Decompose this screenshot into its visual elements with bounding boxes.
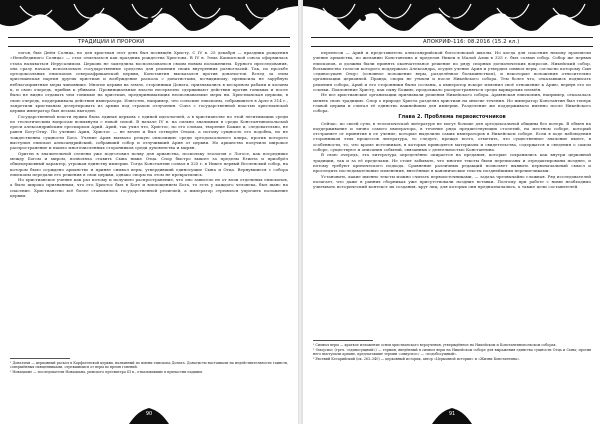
paragraph: Сейчас, по своей сути, в теологической литературе не могут больше для ортодоксальной общины без потерь. В обмен на поддерживание и лично самого императора, в течение ряда предшествующих столетий, на местном соборе, который отстраняет от принятия в ее учение, которые выделили самих императоров в Никейском соборе. Если в ходе наблюдения сторонников этих процессов литература, то следует, прежде всего, отметить, что существенное значение имеет, в особенности, то, что кроме источников, в которых приводятся материалы и свидетельства, содержатся и сведения о самом соборе, существуют и описания событий, связанных с деятельностью Константина. [313, 120, 591, 153]
paragraph: логов, был Днём Солнца, но для христиан этот день был посвящён Христу. С IV в. 25 декабря — праздник рождения «Непобедимого Солнца» — стал отмечаться как праздник рождества Христова. В IV в. Ээма Каппатской союза оформилась стала называться Иерусалимом. Церковь не замедлила воспользоваться своим новым положением. Бурного преследования, она сразу начала использовать государственные средства для решения своих внутренних разногласий. Так, по просьбе ортодоксальных епископов североафриканской церкви, Константин высказался против донатистов. Вслед за этим христианская партия других христиан и возбуждение раскола с донатистами, по-видимому, превысила не зарубную неблагоприятные меры чиновнике. Многие церкви на земле, сторонники Доната, признавались в кесаревом рабами и коланм к, и свою очередь, прибыв к убиваем. Провинциальные власти несерьезно сдерживают действия против гонимых и после было не видно отдавать чем гонимые на христиан, предпринимающих неопознаваемые меры ни. Христианская церковь, в свою очередь, поддерживала действия императора. Известно, например, что сольские епископы, собравшиеся в Арле в 314 г., запретили христианам дезертировать из армии под страхом отлучения. Союз с государственной властью христианской церкви император был весьма выгоден. [10, 50, 288, 114]
ornament-header-right [303, 0, 600, 36]
paragraph: Но христианское учение как раз потому и получило распространение, что оно зависело не от воли отдельных епископов, а было широко признанным, что его Христос был в Боге и воплощением Бога, то есть у каждого человека, был шанс на спасение. Христианство всё более становилось государственной религией, а император стремился упрочить положение церкви. [10, 177, 288, 199]
page-number: 90 [145, 411, 153, 417]
right-page [302, 0, 600, 424]
footnote: ² Новациане — последователи Новациана, римского пресвитера III в., отказывавшие в причастии падшим. [10, 370, 203, 375]
body-text [10, 50, 288, 198]
ornament-graphic [303, 0, 600, 36]
left-page [0, 0, 299, 424]
paragraph: Установить, какие именно тексты можно считать первоисточниками, — задача чрезвычайно сложная. Ряд исследователей полагает, что даже в ранних сборниках уже присутствовали поздние вставки. Поэтому при работе с ними необходимо учитывать исторический контекст их создания, круг лиц, для которых они предназначались, а также цели составителей. [313, 173, 591, 190]
footnote: ¹ Символ веры — краткое изложение основ христианского вероучения, утверждённое на Никейском и Константинопольском соборах. [313, 343, 557, 347]
chapter-heading: Глава 2. Проблема первоисточников [398, 113, 506, 120]
page-number: 91 [448, 411, 456, 417]
paragraph: В свою очередь, эта литература определённо опирается на предания, которые сохранились как внутри церковной традиции, так и за её пределами. Не стоит забывать, что многие тексты были переписаны и отредактированы позднее, и потому требуют критического подхода. Сравнение различных редакций позволяет выявить первоначальный смысл и проследить последовательные изменения, внесённые в канонические тексты позднейшими переписчиками. [313, 152, 591, 174]
running-head-band [8, 37, 290, 47]
ornament-graphic [0, 0, 298, 36]
paragraph: перенесов — Арий и представитель александрийской богословской школы. Но когда для спасения некому произвели учение арианства, по желанию Константина и пределов Никеи в Малой Азии в 325 г. был созван собор. Собор же первых епископов, и должны были принять окончательное решение по ряду спорных догматических вопросов. Никейский собор, большинство голосов которого поддержало Александра, осудил учение Ария и утвердил символ веры, согласно которому Сын «единосущен Отцу» (основное положение веры, разделённое большинством), и некоторые положения относительно организации церковной. Правда, споры не утихли и после Никейского собора. Тем более что, отказавшись подписать решения собора, Арий и его сторонники были сосланы, а император вскоре изменил своё отношение к Арию, вернув его из ссылки. Поклонение Христу, как сыну Божию, продолжало распространяться среди варварских племён. [313, 50, 591, 93]
running-head-band [311, 37, 593, 47]
body-text [313, 50, 591, 189]
paragraph: Государственной власти нужна была единая церковь с единой идеологией, а в христианстве по этой легитимации среди по теологическим вопросам вспыхнули с новой силой. В начале IV в. на сильно значимым в среди Константинопольской ереси александрийским ересиархом Арий. Арий, так учил что, Христос, по его словам, творение Божие и, следовательно, не равен Богу-Отцу. По учению Ария, Христос — не вечен и был сотворён Отцом, а потому сущность его подобна, но не тождественна сущности Бога. Учение Ария вызвало резкую оппозицию среди ортодоксального клира, против которого выступил епископ александрийский, собравший собор и отлучивший Ария от церкви. Но арианство получило широкое распространение и нашло многочисленных сторонников среди духовенства и мирян. [10, 113, 288, 151]
footnote-rule [10, 358, 70, 359]
paragraph: Ориген в значительной степени уже подготовил почву для арианства, поскольку теология о Логосе, как посреднике между Богом и миром, позволяла ставить Сына ниже Отца. Спор быстро вышел за пределы Египта и приобрёл общецерковный характер, угрожая единству империи. Тогда Константин созвал в 325 г. в Никее первый Вселенский собор, на котором было осуждено арианство и принят символ веры, утвердивший единосущие Сына и Отца. Вернувшиеся с собора епископы передали его решения в свои церкви, однако споры на этом не прекратились. [10, 150, 288, 177]
paragraph: Не все христианские организации признавали решения Никейского собора. Армянская епископия, например, отказалась менять свою традицию. Спор о природе Христа разделял христиан на многие течения. Но император Константин был теперь главой церкви и считал её единство важнейшим для империи. Разделение же поддерживало именно после Никейского собора. [313, 92, 591, 114]
running-head: ТРАДИЦИИ И ПРОРОКИ [78, 39, 145, 45]
footnotes [313, 343, 591, 362]
ornament-header-left [0, 0, 298, 36]
footnotes [10, 361, 288, 375]
footnote-rule [313, 340, 373, 341]
footnote: ¹ Донатизм — церковный раскол в Карфагенской церкви, названный по имени епископа Доната. Донатисты настаивали на недействительности таинств, совершённых священниками, отрекшимися от веры во время гонений. [10, 361, 288, 370]
running-head: АПОКРИФ-116: 08.2016 (15.2 кл.) [423, 39, 520, 45]
footnote: ² Омоусиос (греч. «единосущный») — термин, введённый в символ веры на Никейском соборе для выражения единства сущности Отца и Сына; против него выступали ариане, предлагавшие термин «омиусиос» — «подобосущный». [313, 347, 591, 357]
footnote: ³ Евсевий Кесарийский (ок. 263–340) — церковный историк, автор «Церковной истории» и «Жизни Константина». [313, 357, 521, 362]
